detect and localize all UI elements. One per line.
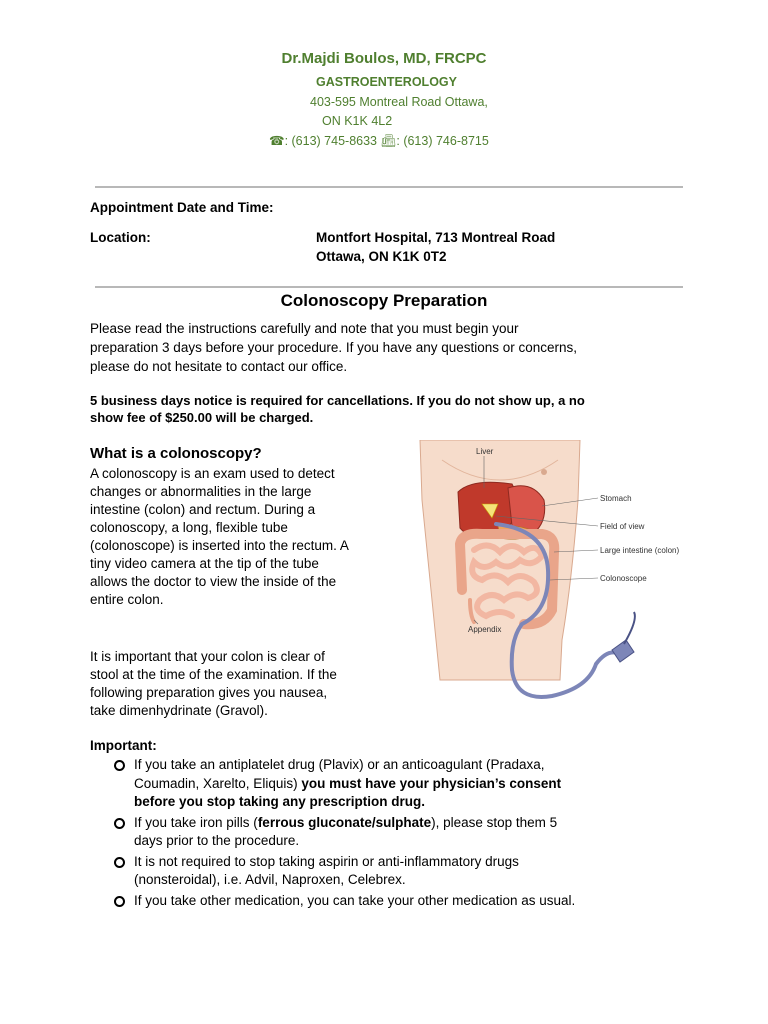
cancellation-line: 5 business days notice is required for cancellations. If you do not show up, a no	[90, 393, 585, 408]
cancellation-line: show fee of $250.00 will be charged.	[90, 410, 314, 425]
fax-icon: 📠︎	[380, 134, 397, 148]
page-title: Colonoscopy Preparation	[280, 291, 488, 310]
divider-bottom	[95, 286, 683, 288]
location-label: Location:	[90, 230, 151, 245]
important-heading: Important:	[90, 738, 157, 753]
address-line-1: 403-595 Montreal Road Ottawa,	[310, 95, 488, 109]
label-stomach: Stomach	[600, 494, 632, 503]
label-field-of-view: Field of view	[600, 522, 645, 531]
list-item	[112, 892, 672, 911]
list-item	[112, 756, 672, 812]
doctor-name: Dr.Majdi Boulos, MD, FRCPC	[281, 50, 487, 67]
appointment-date-label: Appointment Date and Time:	[90, 200, 274, 215]
department: GASTROENTEROLOGY	[316, 75, 457, 89]
clear-colon-line: stool at the time of the examination. If the	[90, 667, 337, 682]
clear-colon-line: It is important that your colon is clear of	[90, 649, 325, 664]
label-appendix: Appendix	[468, 625, 502, 634]
location-line-1: Montfort Hospital, 713 Montreal Road	[316, 230, 556, 245]
contact-line	[269, 133, 489, 149]
intro-line: please do not hesitate to contact our office.	[90, 359, 348, 374]
clear-colon-line: following preparation gives you nausea,	[90, 685, 328, 700]
location-line-2: Ottawa, ON K1K 0T2	[316, 249, 447, 264]
phone-number: : (613) 745-8633	[284, 134, 378, 148]
label-liver: Liver	[476, 447, 494, 456]
item-text-bold: before you stop taking any prescription drug.	[134, 794, 426, 809]
intro-line: preparation 3 days before your procedure. If you have any questions or concerns,	[90, 340, 578, 355]
navel	[541, 469, 547, 475]
item-text: Coumadin, Xarelto, Eliquis)	[134, 775, 302, 791]
divider-top	[95, 186, 683, 188]
clear-colon-line: take dimenhydrinate (Gravol).	[90, 703, 268, 718]
what-is-heading: What is a colonoscopy?	[90, 445, 262, 462]
what-is-line: intestine (colon) and rectum. During a	[90, 502, 316, 517]
what-is-line: tiny video camera at the tip of the tube	[90, 556, 319, 571]
what-is-line: entire colon.	[90, 592, 164, 607]
bullet-circle-icon	[114, 857, 125, 868]
what-is-line: changes or abnormalities in the large	[90, 484, 312, 499]
list-item	[112, 814, 672, 851]
label-colonoscope: Colonoscope	[600, 574, 647, 583]
item-text: days prior to the procedure.	[134, 833, 300, 848]
address-line-2: ON K1K 4L2	[322, 114, 393, 128]
item-text: ), please stop them 5	[431, 814, 558, 830]
what-is-line: A colonoscopy is an exam used to detect	[90, 466, 335, 481]
item-text: It is not required to stop taking aspirin or anti-inflammatory drugs	[134, 853, 519, 869]
what-is-line: allows the doctor to view the inside of the	[90, 574, 337, 589]
intro-line: Please read the instructions carefully and note that you must begin your	[90, 321, 519, 336]
bullet-circle-icon	[114, 896, 125, 907]
label-large-intestine: Large intestine (colon)	[600, 546, 680, 555]
item-text: If you take an antiplatelet drug (Plavix) or an anticoagulant (Pradaxa,	[134, 757, 545, 772]
colonoscopy-diagram	[412, 440, 684, 705]
item-text: If you take other medication, you can take your other medication as usual.	[134, 892, 576, 908]
fax-number: : (613) 746-8715	[396, 134, 489, 148]
bullet-circle-icon	[114, 760, 125, 771]
item-text-bold: ferrous gluconate/sulphate	[257, 814, 432, 830]
what-is-line: (colonoscope) is inserted into the rectum. A	[90, 538, 349, 553]
item-text-bold: you must have your physician’s consent	[301, 775, 562, 791]
bullet-circle-icon	[114, 818, 125, 829]
phone-icon: ☎	[269, 134, 285, 148]
what-is-line: colonoscopy, a long, flexible tube	[90, 520, 288, 535]
item-text: (nonsteroidal), i.e. Advil, Naproxen, Celebrex.	[134, 872, 406, 887]
list-item	[112, 853, 672, 890]
item-text: If you take iron pills (	[134, 814, 258, 830]
important-list	[112, 756, 672, 912]
